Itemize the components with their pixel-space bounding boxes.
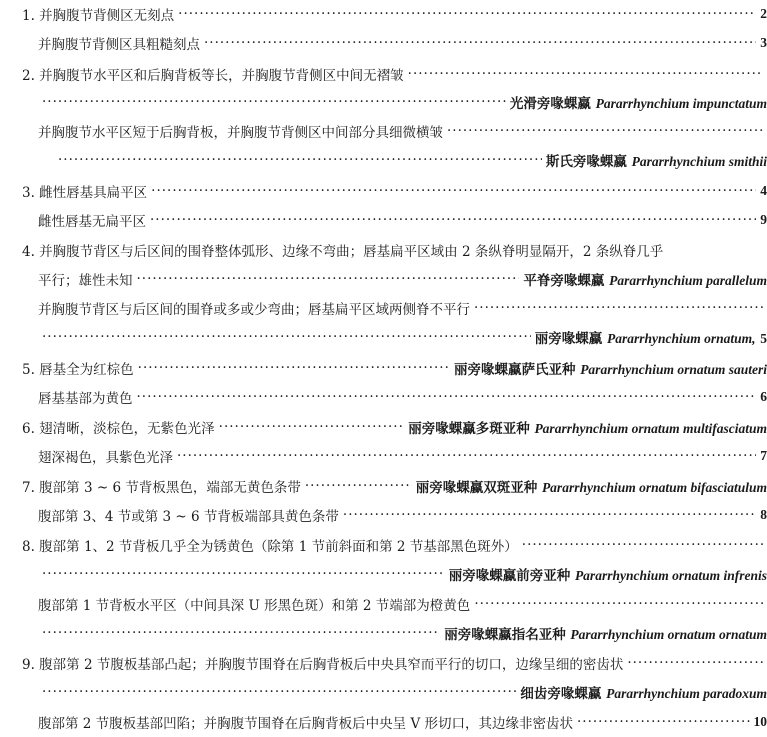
leader-dots <box>577 714 749 730</box>
lead-text: 唇基基部为黄色 <box>38 391 133 407</box>
key-line-8b-result <box>0 621 767 645</box>
key-line-3a <box>0 179 767 203</box>
lead-text: 5. 唇基全为红棕色 <box>22 362 134 378</box>
goto-number: 2 <box>760 6 767 21</box>
key-line-2b <box>0 119 767 143</box>
key-line-7b <box>0 503 767 527</box>
key-line-5a <box>0 356 767 380</box>
taxon-result: 丽旁喙蜾蠃前旁亚种 Pararrhynchium ornatum infrenis <box>448 568 767 584</box>
key-line-6a <box>0 415 767 439</box>
key-line-8a <box>0 533 767 557</box>
key-line-6b <box>0 444 767 468</box>
taxon-result: 丽旁喙蜾蠃双斑亚种 Pararrhynchium ornatum bifasciatulum <box>415 480 767 496</box>
goto-number: 6 <box>760 389 767 404</box>
leader-dots <box>150 212 756 228</box>
lead-text: 翅深褐色，具紫色光泽 <box>38 450 173 466</box>
lead-text: 7. 腹部第 3 ~ 6 节背板黑色，端部无黄色条带 <box>22 480 301 496</box>
key-line-2a <box>0 62 767 86</box>
key-line-1a <box>0 2 767 26</box>
taxon-result: 丽旁喙蜾蠃多斑亚种 Pararrhynchium ornatum multifasciatum <box>408 421 767 437</box>
goto-number: 9 <box>760 212 767 227</box>
lead-text: 8. 腹部第 1、2 节背板几乎全为锈黄色（除第 1 节前斜面和第 2 节基部黑色斑外） <box>22 539 518 555</box>
lead-text: 腹部第 1 节背板水平区（中间具深 U 形黑色斑）和第 2 节端部为橙黄色 <box>38 598 471 614</box>
lead-text: 并胸腹节水平区短于后胸背板，并胸腹节背侧区中间部分具细微横皱 <box>38 125 443 141</box>
key-line-5b <box>0 385 767 409</box>
goto-number: 7 <box>760 448 767 463</box>
leader-dots <box>42 566 445 582</box>
key-line-4b <box>0 296 767 320</box>
taxon-result: 丽旁喙蜾蠃 Pararrhynchium ornatum, 5 <box>534 331 767 347</box>
leader-dots <box>204 35 756 51</box>
goto-number: 8 <box>760 507 767 522</box>
taxon-result: 丽旁喙蜾蠃萨氏亚种 Pararrhynchium ornatum sauteri <box>453 362 767 378</box>
lead-text: 6. 翅清晰，淡棕色，无紫色光泽 <box>22 421 215 437</box>
taxon-result: 光滑旁喙蜾蠃 Pararrhynchium impunctatum <box>509 96 767 112</box>
leader-dots <box>138 360 450 376</box>
key-line-2a-result <box>0 90 767 114</box>
key-line-7a <box>0 474 767 498</box>
lead-text: 9. 腹部第 2 节腹板基部凸起；并胸腹节围脊在后胸背板后中央具窄而平行的切口，边缘呈细的密齿状 <box>22 657 624 673</box>
goto-number: 4 <box>760 183 767 198</box>
key-line-3b <box>0 208 767 232</box>
leader-dots <box>447 123 763 139</box>
leader-dots <box>177 448 756 464</box>
taxon-result: 细齿旁喙蜾蠃 Pararrhynchium paradoxum <box>520 686 767 702</box>
leader-dots <box>219 419 405 435</box>
key-line-2b-result <box>0 148 767 172</box>
leader-dots <box>42 94 506 110</box>
taxon-result: 丽旁喙蜾蠃指名亚种 Pararrhynchium ornatum ornatum <box>444 627 767 643</box>
taxon-result: 平脊旁喙蜾蠃 Pararrhynchium parallelum <box>523 273 767 289</box>
taxon-result: 斯氏旁喙蜾蠃 Pararrhynchium smithii <box>545 154 767 170</box>
lead-text: 并胸腹节背侧区具粗糙刻点 <box>38 37 200 53</box>
lead-text: 并胸腹节背区与后区间的围脊或多或少弯曲；唇基扁平区域两侧脊不平行 <box>38 302 470 318</box>
key-line-9a <box>0 651 767 675</box>
leader-dots <box>522 537 763 553</box>
leader-dots <box>137 271 520 287</box>
leader-dots <box>178 6 756 22</box>
leader-dots <box>42 329 531 345</box>
key-line-4b-result <box>0 325 767 349</box>
lead-text: 雌性唇基无扁平区 <box>38 214 146 230</box>
key-line-4a-result <box>0 267 767 291</box>
lead-text: 腹部第 2 节腹板基部凹陷；并胸腹节围脊在后胸背板后中央呈 V 形切口，其边缘非密齿状 <box>38 716 574 732</box>
lead-text: 1. 并胸腹节背侧区无刻点 <box>22 8 175 24</box>
leader-dots <box>474 596 763 612</box>
leader-dots <box>58 152 542 168</box>
leader-dots <box>42 625 440 641</box>
key-line-9b <box>0 710 767 734</box>
leader-dots <box>408 66 763 82</box>
leader-dots <box>137 389 757 405</box>
leader-dots <box>627 655 763 671</box>
leader-dots <box>343 507 756 523</box>
goto-number: 3 <box>760 35 767 50</box>
key-line-4a <box>0 238 767 262</box>
lead-text: 3. 雌性唇基具扁平区 <box>22 185 148 201</box>
leader-dots <box>42 684 516 700</box>
leader-dots <box>474 300 763 316</box>
lead-text: 2. 并胸腹节水平区和后胸背板等长，并胸腹节背侧区中间无褶皱 <box>22 68 404 84</box>
leader-dots <box>151 183 756 199</box>
lead-text: 4. 并胸腹节背区与后区间的围脊整体弧形、边缘不弯曲；唇基扁平区域由 2 条纵脊明显隔开，2 条纵脊几乎 <box>22 244 664 260</box>
leader-dots <box>305 478 412 494</box>
key-line-8b <box>0 592 767 616</box>
key-line-1b <box>0 31 767 55</box>
lead-text: 平行；雄性未知 <box>38 273 133 289</box>
lead-text: 腹部第 3、4 节或第 3 ~ 6 节背板端部具黄色条带 <box>38 509 339 525</box>
key-line-8a-result <box>0 562 767 586</box>
goto-number: 10 <box>753 714 767 729</box>
key-line-9a-result <box>0 680 767 704</box>
